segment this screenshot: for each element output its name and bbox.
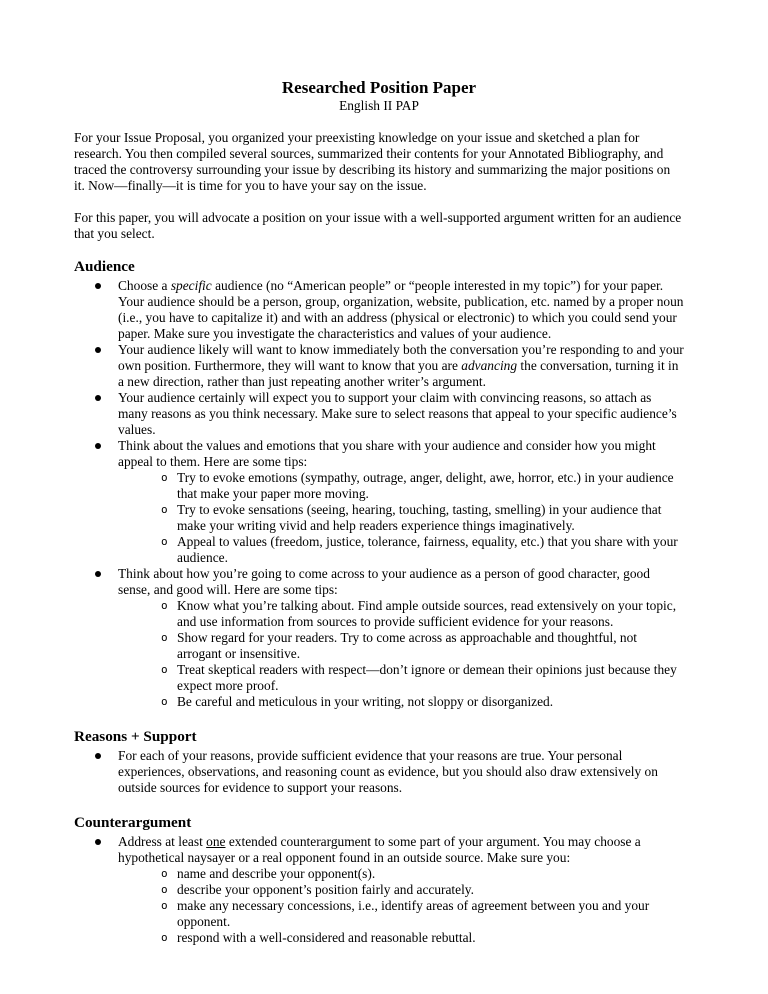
audience-bullet-5-subs	[118, 598, 684, 710]
audience-bullet-5: Think about how you’re going to come across to your audience as a person of good character, good sense, and good will. Here are some tips: o Know what you’re talking about. Find ample outside sources, read extensively on your topic, and use information from sources to provide sufficient evidence for your reasons. o Show regard for your readers. Try to come across as approachable and thoughtful, not arrogant or insensitive. o Treat skeptical readers with respect—don’t ignore or demean their opinions just because they expect more proof. o Be careful and meticulous in your writing, not sloppy or disorganized.	[74, 566, 684, 710]
emphasis-advancing: advancing	[461, 358, 518, 373]
emphasis-specific: specific	[170, 278, 212, 293]
counterargument-list	[74, 834, 684, 946]
audience-bullet-2: Your audience likely will want to know immediately both the conversation you’re responding to and your own position. Furthermore, they will want to know that you are advancing the conversation, turning it in a new direction, rather than just repeating another writer’s argument.	[74, 342, 684, 390]
counterargument-heading: Counterargument	[74, 814, 192, 831]
counterargument-subs	[118, 866, 684, 946]
list-item: o Appeal to values (freedom, justice, tolerance, fairness, equality, etc.) that you share with your audience.	[118, 534, 684, 566]
reasons-heading: Reasons + Support	[74, 728, 197, 745]
audience-bullet-3: Your audience certainly will expect you to support your claim with convincing reasons, so attach as many reasons as you think necessary. Make sure to select reasons that appeal to your specific audience’s values.	[74, 390, 684, 438]
document-title: Researched Position Paper	[281, 78, 477, 97]
list-item: o respond with a well-considered and reasonable rebuttal.	[118, 930, 684, 946]
list-item: o name and describe your opponent(s).	[118, 866, 684, 882]
list-item: o describe your opponent’s position fairly and accurately.	[118, 882, 684, 898]
intro-paragraph-1: For your Issue Proposal, you organized your preexisting knowledge on your issue and sketched a plan for research. You then compiled several sources, summarized their contents for your Annotated Bibliography, and traced the controversy surrounding your issue by describing its history and summarizing the major positions on it. Now—finally—it is time for you to have your say on the issue.	[74, 130, 671, 193]
list-item: o Be careful and meticulous in your writing, not sloppy or disorganized.	[118, 694, 684, 710]
audience-bullet-4: Think about the values and emotions that you share with your audience and consider how you might appeal to them. Here are some tips: o Try to evoke emotions (sympathy, outrage, anger, delight, awe, horror, etc.) in your audience that make your paper more moving. o Try to evoke sensations (seeing, hearing, touching, tasting, smelling) in your audience that make your writing vivid and help readers experience things imaginatively. o Appeal to values (freedom, justice, tolerance, fairness, equality, etc.) that you share with your audience.	[74, 438, 684, 566]
reasons-list	[74, 748, 684, 796]
counterargument-bullet-1: Address at least one extended counterargument to some part of your argument. You may choose a hypothetical naysayer or a real opponent found in an outside source. Make sure you: o name and describe your opponent(s). o describe your opponent’s position fairly and accurately. o make any necessary concessions, i.e., identify areas of agreement between you and your opponent. o respond with a well-considered and reasonable rebuttal.	[74, 834, 684, 946]
list-item: o Try to evoke sensations (seeing, hearing, touching, tasting, smelling) in your audience that make your writing vivid and help readers experience things imaginatively.	[118, 502, 684, 534]
underlined-one: one	[206, 834, 226, 849]
document-subtitle: English II PAP	[339, 98, 419, 113]
list-item: o Try to evoke emotions (sympathy, outrage, anger, delight, awe, horror, etc.) in your audience that make your paper more moving.	[118, 470, 684, 502]
audience-list	[74, 278, 684, 710]
list-item: o make any necessary concessions, i.e., identify areas of agreement between you and your opponent.	[118, 898, 684, 930]
intro-paragraph-2: For this paper, you will advocate a position on your issue with a well-supported argument written for an audience that you select.	[74, 210, 682, 241]
reasons-bullet-1: For each of your reasons, provide sufficient evidence that your reasons are true. Your personal experiences, observations, and reasoning count as evidence, but you should also draw extensively on outside sources for evidence to support your reasons.	[74, 748, 684, 796]
list-item: o Show regard for your readers. Try to come across as approachable and thoughtful, not arrogant or insensitive.	[118, 630, 684, 662]
audience-bullet-1: Choose a specific audience (no “American people” or “people interested in my topic”) for your paper. Your audience should be a person, group, organization, website, publication, etc. named by a proper noun (i.e., you have to capitalize it) and with an address (physical or electronic) to which you could send your paper. Make sure you investigate the characteristics and values of your audience.	[74, 278, 684, 342]
audience-heading: Audience	[74, 258, 135, 275]
audience-bullet-4-subs	[118, 470, 684, 566]
list-item: o Treat skeptical readers with respect—don’t ignore or demean their opinions just because they expect more proof.	[118, 662, 684, 694]
list-item: o Know what you’re talking about. Find ample outside sources, read extensively on your topic, and use information from sources to provide sufficient evidence for your reasons.	[118, 598, 684, 630]
